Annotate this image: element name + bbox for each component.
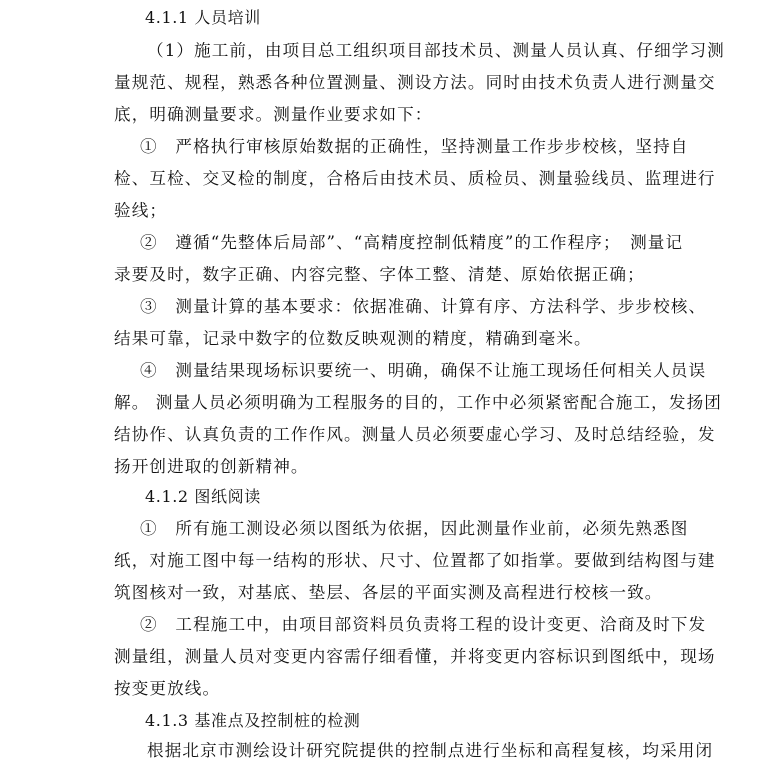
paragraph-line: 检、互检、交叉检的制度，合格后由技术员、质检员、测量验线员、监理进行	[114, 169, 716, 188]
list-item-line: ① 严格执行审核原始数据的正确性，坚持测量工作步步校核，坚持自	[140, 137, 689, 156]
paragraph-line: 纸，对施工图中每一结构的形状、尺寸、位置都了如指掌。要做到结构图与建	[114, 551, 716, 570]
section-heading-4-1-2: 4.1.2 图纸阅读	[145, 487, 261, 506]
section-heading-4-1-1: 4.1.1 人员培训	[145, 8, 261, 27]
list-item-line: ③ 测量计算的基本要求：依据准确、计算有序、方法科学、步步校核、	[140, 297, 707, 316]
paragraph-line: 量规范、规程，熟悉各种位置测量、测设方法。同时由技术负责人进行测量交	[114, 73, 716, 92]
paragraph-line: 录要及时，数字正确、内容完整、字体工整、清楚、原始依据正确；	[114, 265, 645, 284]
paragraph-line: 扬开创进取的创新精神。	[114, 457, 309, 476]
list-item-line: ② 遵循“先整体后局部”、“高精度控制低精度”的工作程序； 测量记	[140, 233, 684, 252]
paragraph-line: 验线；	[114, 201, 168, 220]
paragraph-line: 按变更放线。	[114, 679, 221, 698]
paragraph-line: 测量组，测量人员对变更内容需仔细看懂，并将变更内容标识到图纸中，现场	[114, 647, 716, 666]
list-item-line: ④ 测量结果现场标识要统一、明确，确保不让施工现场任何相关人员误	[140, 361, 707, 380]
paragraph-line: 筑图核对一致，对基底、垫层、各层的平面实测及高程进行校核一致。	[114, 583, 663, 602]
list-item-line: ② 工程施工中，由项目部资料员负责将工程的设计变更、洽商及时下发	[140, 615, 707, 634]
section-heading-4-1-3: 4.1.3 基准点及控制桩的检测	[145, 711, 361, 730]
paragraph-line: 结果可靠，记录中数字的位数反映观测的精度，精确到毫米。	[114, 329, 592, 348]
paragraph-line: 结协作、认真负责的工作作风。测量人员必须要虚心学习、及时总结经验，发	[114, 425, 716, 444]
paragraph-line: （1）施工前，由项目总工组织项目部技术员、测量人员认真、仔细学习测	[147, 41, 725, 60]
paragraph-line: 底，明确测量要求。测量作业要求如下：	[114, 105, 433, 124]
list-item-line: ① 所有施工测设必须以图纸为依据，因此测量作业前，必须先熟悉图	[140, 519, 689, 538]
paragraph-line: 根据北京市测绘设计研究院提供的控制点进行坐标和高程复核，均采用闭	[147, 741, 714, 760]
paragraph-line: 解。 测量人员必须明确为工程服务的目的，工作中必须紧密配合施工，发扬团	[114, 393, 722, 412]
